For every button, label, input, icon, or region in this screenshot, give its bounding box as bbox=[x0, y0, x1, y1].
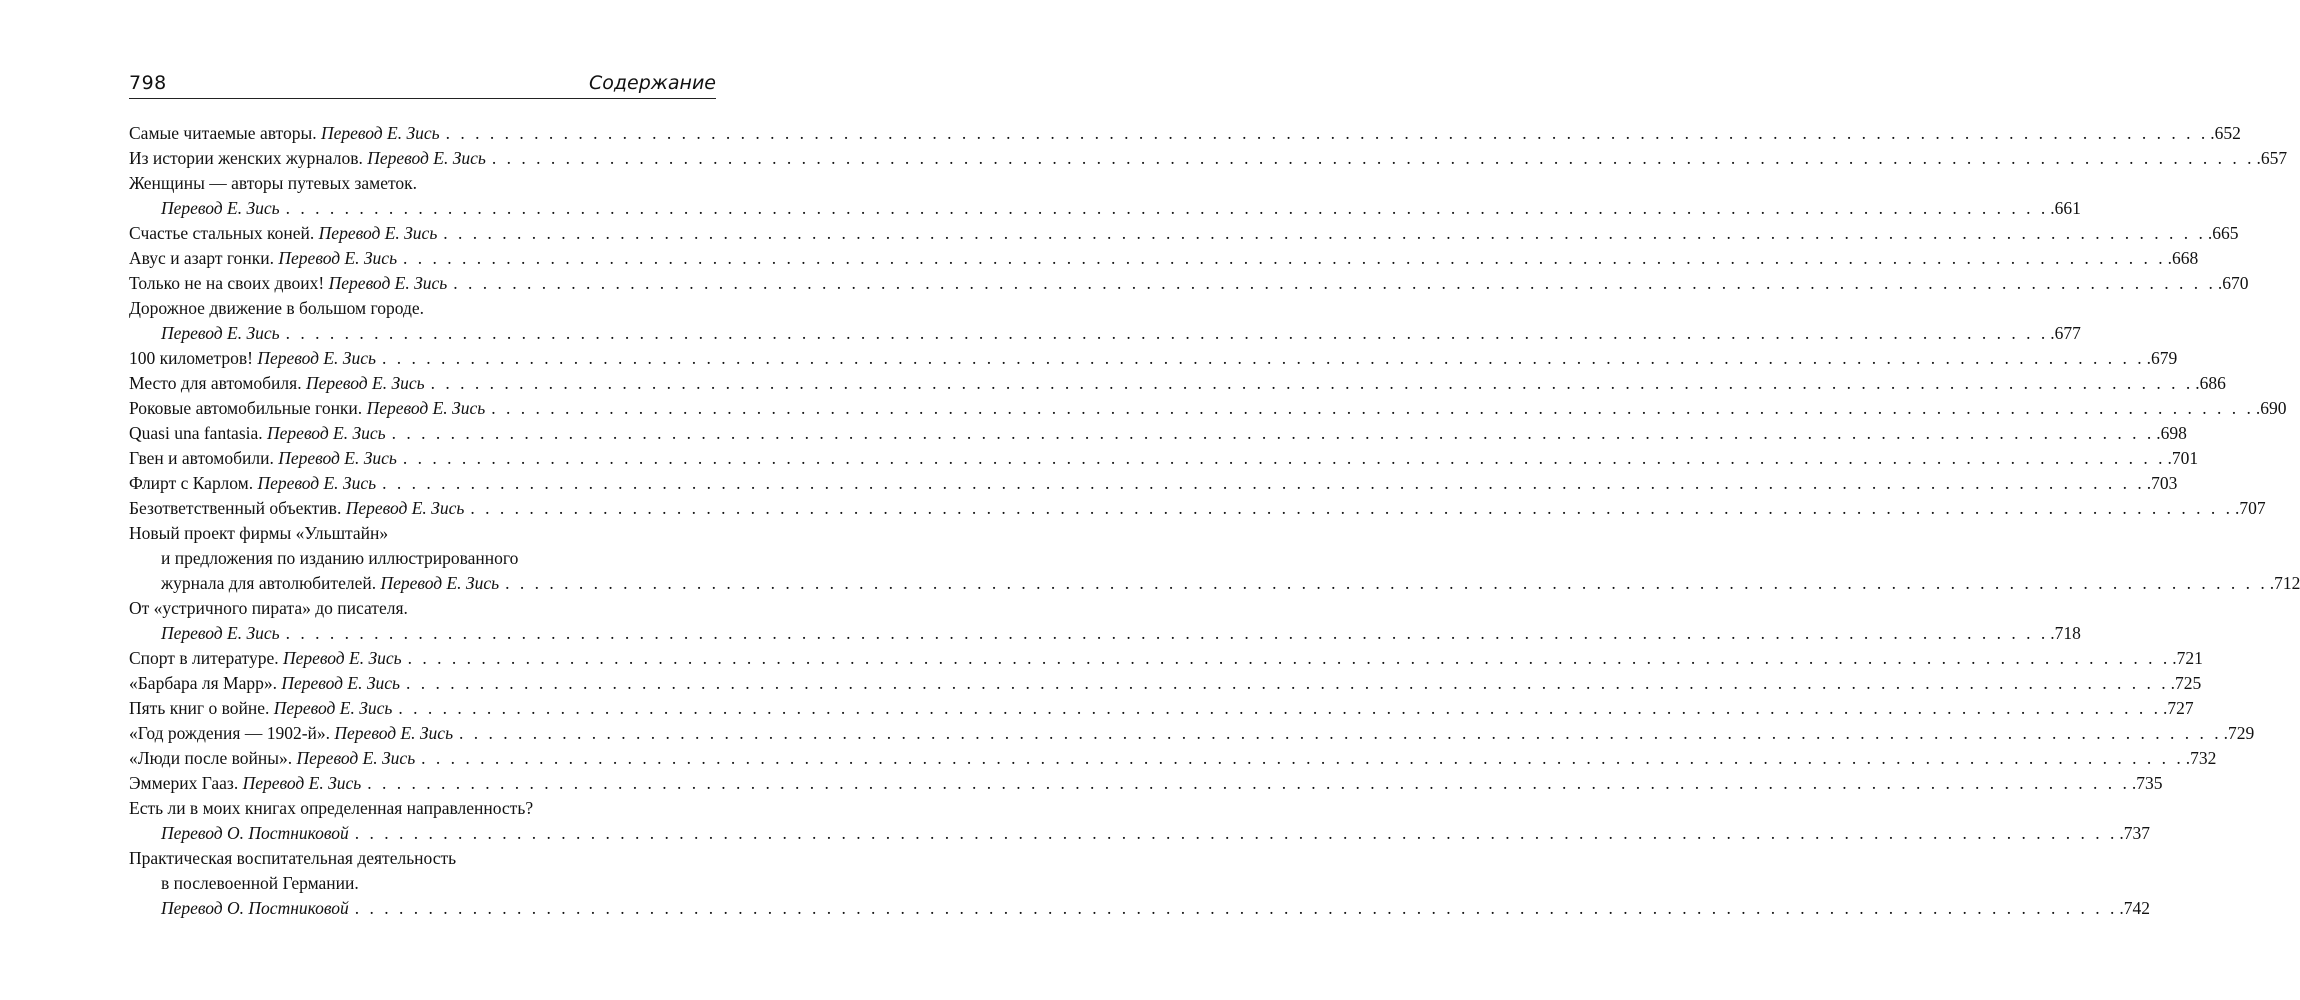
dot-leader: . . . . . . . . . . . . . . . . . . . . . . . . . . . . . . . . . . . . . . . . . . . . . . . . . . . . . . . . . . . . . . . . . . . . . . . . . . . . . . . . . . . . . . . . . . . . . . . . . . . . . . . . . . . . . . . . . . . . . . . . bbox=[491, 148, 2255, 168]
page-header bbox=[129, 70, 716, 99]
toc-entry bbox=[129, 746, 2217, 771]
toc-title-line: Есть ли в моих книгах определенная направленность? bbox=[129, 798, 534, 818]
toc-title: Спорт в литературе. bbox=[129, 648, 283, 668]
dot-leader: . . . . . . . . . . . . . . . . . . . . . . . . . . . . . . . . . . . . . . . . . . . . . . . . . . . . . . . . . . . . . . . . . . . . . . . . . . . . . . . . . . . . . . . . . . . . . . . . . . . . . . . . . . . . . . . . . . . . . . . . bbox=[391, 423, 2155, 443]
toc-entry bbox=[129, 271, 2249, 296]
toc-entry-text bbox=[129, 671, 400, 696]
toc-entry-line bbox=[129, 371, 2226, 396]
toc-entry-line bbox=[129, 896, 2151, 921]
toc-entry-line bbox=[129, 346, 2178, 371]
toc-entry-text bbox=[129, 746, 415, 771]
toc-entry bbox=[129, 121, 2241, 146]
toc-page-number: .729 bbox=[2223, 723, 2255, 743]
toc-entry bbox=[129, 521, 2300, 596]
toc-entry bbox=[129, 471, 2178, 496]
dot-leader: . . . . . . . . . . . . . . . . . . . . . . . . . . . . . . . . . . . . . . . . . . . . . . . . . . . . . . . . . . . . . . . . . . . . . . . . . . . . . . . . . . . . . . . . . . . . . . . . . . . . . . . . . . . . . . . . . . . . . . . . bbox=[354, 823, 2118, 843]
toc-entry bbox=[129, 696, 2194, 721]
toc-entry-line bbox=[129, 121, 2241, 146]
toc-title: Пять книг о войне. bbox=[129, 698, 274, 718]
toc-translator: Перевод Е. Зись bbox=[281, 673, 400, 693]
toc-title: «Люди после войны». bbox=[129, 748, 297, 768]
toc-page-number: .737 bbox=[2119, 823, 2151, 843]
toc-translator: Перевод Е. Зись bbox=[345, 498, 465, 518]
toc-entry bbox=[129, 246, 2199, 271]
toc-entry-text bbox=[129, 446, 397, 471]
toc-title-line: Дорожное движение в большом городе. bbox=[129, 298, 424, 318]
toc-entry-line bbox=[129, 621, 2081, 646]
toc-entry-text bbox=[161, 621, 280, 646]
toc-title: Гвен и автомобили. bbox=[129, 448, 279, 468]
toc-entry-text bbox=[129, 371, 425, 396]
toc-page-number: .652 bbox=[2210, 123, 2241, 143]
toc-entry-text bbox=[129, 471, 376, 496]
toc-entry-line bbox=[129, 821, 2151, 846]
toc-title-line: Новый проект фирмы «Ульштайн» bbox=[129, 523, 389, 543]
toc-entry-line bbox=[129, 396, 2287, 421]
toc-translator: Перевод Е. Зись bbox=[161, 623, 280, 643]
toc-entry-text bbox=[129, 121, 440, 146]
toc-translator: Перевод Е. Зись bbox=[328, 273, 448, 293]
toc-title: Флирт с Карлом. bbox=[129, 473, 258, 493]
toc-entry-line bbox=[129, 671, 2202, 696]
toc-entry-line bbox=[129, 721, 2255, 746]
toc-entry bbox=[129, 771, 2163, 796]
toc-title: Авус и азарт гонки. bbox=[129, 248, 279, 268]
toc-entry-text bbox=[129, 221, 437, 246]
page-number: 798 bbox=[129, 72, 167, 94]
toc-entry-text bbox=[129, 771, 361, 796]
toc-title-line: Женщины — авторы путевых заметок. bbox=[129, 173, 418, 193]
toc-page-number: .732 bbox=[2185, 748, 2217, 768]
toc-entry bbox=[129, 346, 2178, 371]
toc-page-number: .668 bbox=[2167, 248, 2199, 268]
toc-entry-line bbox=[129, 321, 2081, 346]
toc-entry bbox=[129, 596, 2081, 646]
toc-title: «Барбара ля Марр». bbox=[129, 673, 282, 693]
dot-leader: . . . . . . . . . . . . . . . . . . . . . . . . . . . . . . . . . . . . . . . . . . . . . . . . . . . . . . . . . . . . . . . . . . . . . . . . . . . . . . . . . . . . . . . . . . . . . . . . . . . . . . . . . . . . . . . . . . . . . . . . bbox=[285, 623, 2049, 643]
toc-entry-line bbox=[129, 696, 2194, 721]
dot-leader: . . . . . . . . . . . . . . . . . . . . . . . . . . . . . . . . . . . . . . . . . . . . . . . . . . . . . . . . . . . . . . . . . . . . . . . . . . . . . . . . . . . . . . . . . . . . . . . . . . . . . . . . . . . . . . . . . . . . . . . . bbox=[406, 673, 2169, 693]
toc-entry bbox=[129, 646, 2203, 671]
toc-page-number: .727 bbox=[2163, 698, 2194, 718]
toc-title: Безответственный объектив. bbox=[129, 498, 346, 518]
toc-entry-text bbox=[129, 646, 402, 671]
toc-page-number: .712 bbox=[2269, 573, 2300, 593]
toc-translator: Перевод Е. Зись bbox=[296, 748, 416, 768]
toc-entry-line bbox=[129, 471, 2178, 496]
toc-entry bbox=[129, 446, 2199, 471]
toc-page-number: .742 bbox=[2119, 898, 2151, 918]
toc-entry bbox=[129, 671, 2202, 696]
dot-leader: . . . . . . . . . . . . . . . . . . . . . . . . . . . . . . . . . . . . . . . . . . . . . . . . . . . . . . . . . . . . . . . . . . . . . . . . . . . . . . . . . . . . . . . . . . . . . . . . . . . . . . . . . . . . . . . . . . . . . . . . bbox=[398, 698, 2161, 718]
toc-translator: Перевод Е. Зись bbox=[380, 573, 500, 593]
toc-translator: Перевод Е. Зись bbox=[366, 398, 486, 418]
toc-title: Роковые автомобильные гонки. bbox=[129, 398, 367, 418]
toc-entry-text bbox=[161, 571, 499, 596]
toc-entry bbox=[129, 421, 2187, 446]
toc-entry-line bbox=[129, 271, 2249, 296]
toc-entry-text bbox=[129, 496, 464, 521]
toc-translator: Перевод Е. Зись bbox=[161, 198, 280, 218]
dot-leader: . . . . . . . . . . . . . . . . . . . . . . . . . . . . . . . . . . . . . . . . . . . . . . . . . . . . . . . . . . . . . . . . . . . . . . . . . . . . . . . . . . . . . . . . . . . . . . . . . . . . . . . . . . . . . . . . . . . . . . . . bbox=[421, 748, 2184, 768]
toc-page-number: .725 bbox=[2170, 673, 2202, 693]
toc-entry bbox=[129, 846, 2151, 921]
toc-entry-text bbox=[129, 346, 376, 371]
toc-translator: Перевод Е. Зись bbox=[367, 148, 486, 168]
toc-translator: Перевод Е. Зись bbox=[257, 473, 377, 493]
toc-entry-line bbox=[129, 496, 2266, 521]
toc-translator: Перевод Е. Зись bbox=[273, 698, 393, 718]
toc-translator: Перевод О. Постниковой bbox=[161, 898, 349, 918]
toc-page-number: .735 bbox=[2131, 773, 2163, 793]
toc-translator: Перевод Е. Зись bbox=[242, 773, 362, 793]
toc-entry-line bbox=[129, 746, 2217, 771]
toc-title-line: Практическая воспитательная деятельность bbox=[129, 848, 457, 868]
toc-page-number: .670 bbox=[2217, 273, 2249, 293]
toc-entry-line bbox=[129, 571, 2300, 596]
toc-title: 100 километров! bbox=[129, 348, 258, 368]
dot-leader: . . . . . . . . . . . . . . . . . . . . . . . . . . . . . . . . . . . . . . . . . . . . . . . . . . . . . . . . . . . . . . . . . . . . . . . . . . . . . . . . . . . . . . . . . . . . . . . . . . . . . . . . . . . . . . . . . . . . . . . . bbox=[443, 223, 2206, 243]
toc-title: Quasi una fantasia. bbox=[129, 423, 268, 443]
toc-entry-line bbox=[129, 646, 2203, 671]
toc-entry-line bbox=[129, 246, 2199, 271]
toc-entry bbox=[129, 396, 2287, 421]
dot-leader: . . . . . . . . . . . . . . . . . . . . . . . . . . . . . . . . . . . . . . . . . . . . . . . . . . . . . . . . . . . . . . . . . . . . . . . . . . . . . . . . . . . . . . . . . . . . . . . . . . . . . . . . . . . . . . . . . . . . . . . . bbox=[381, 348, 2145, 368]
toc-page-number: .707 bbox=[2234, 498, 2266, 518]
dot-leader: . . . . . . . . . . . . . . . . . . . . . . . . . . . . . . . . . . . . . . . . . . . . . . . . . . . . . . . . . . . . . . . . . . . . . . . . . . . . . . . . . . . . . . . . . . . . . . . . . . . . . . . . . . . . . . . . . . . . . . . . bbox=[285, 198, 2049, 218]
dot-leader: . . . . . . . . . . . . . . . . . . . . . . . . . . . . . . . . . . . . . . . . . . . . . . . . . . . . . . . . . . . . . . . . . . . . . . . . . . . . . . . . . . . . . . . . . . . . . . . . . . . . . . . . . . . . . . . . . . . . . . . . bbox=[505, 573, 2268, 593]
toc-entry-text bbox=[161, 821, 349, 846]
toc-entry bbox=[129, 371, 2226, 396]
toc-title: журнала для автолюбителей. bbox=[161, 573, 381, 593]
toc-title: Счастье стальных коней. bbox=[129, 223, 319, 243]
toc-title: Из истории женских журналов. bbox=[129, 148, 368, 168]
toc-entry-text bbox=[129, 721, 453, 746]
running-title: Содержание bbox=[589, 72, 716, 94]
toc-entry-text bbox=[129, 396, 485, 421]
toc-title: «Год рождения — 1902-й». bbox=[129, 723, 335, 743]
toc-entry-text bbox=[161, 196, 280, 221]
toc-page-number: .679 bbox=[2146, 348, 2178, 368]
toc-translator: Перевод Е. Зись bbox=[305, 373, 425, 393]
toc-title: Только не на своих двоих! bbox=[129, 273, 329, 293]
toc-entry-line bbox=[129, 446, 2199, 471]
toc-title: Эммерих Гааз. bbox=[129, 773, 243, 793]
toc-translator: Перевод Е. Зись bbox=[334, 723, 454, 743]
toc-page-number: .661 bbox=[2050, 198, 2081, 218]
toc-entry bbox=[129, 796, 2151, 846]
dot-leader: . . . . . . . . . . . . . . . . . . . . . . . . . . . . . . . . . . . . . . . . . . . . . . . . . . . . . . . . . . . . . . . . . . . . . . . . . . . . . . . . . . . . . . . . . . . . . . . . . . . . . . . . . . . . . . . . . . . . . . . . bbox=[430, 373, 2194, 393]
toc-page-number: .657 bbox=[2256, 148, 2288, 168]
dot-leader: . . . . . . . . . . . . . . . . . . . . . . . . . . . . . . . . . . . . . . . . . . . . . . . . . . . . . . . . . . . . . . . . . . . . . . . . . . . . . . . . . . . . . . . . . . . . . . . . . . . . . . . . . . . . . . . . . . . . . . . . bbox=[445, 123, 2209, 143]
toc-translator: Перевод Е. Зись bbox=[267, 423, 386, 443]
toc-translator: Перевод Е. Зись bbox=[278, 248, 398, 268]
toc-entry bbox=[129, 496, 2266, 521]
toc-entry-text bbox=[129, 271, 447, 296]
dot-leader: . . . . . . . . . . . . . . . . . . . . . . . . . . . . . . . . . . . . . . . . . . . . . . . . . . . . . . . . . . . . . . . . . . . . . . . . . . . . . . . . . . . . . . . . . . . . . . . . . . . . . . . . . . . . . . . . . . . . . . . . bbox=[470, 498, 2233, 518]
toc-translator: Перевод Е. Зись bbox=[318, 223, 438, 243]
toc-page-number: .703 bbox=[2146, 473, 2178, 493]
dot-leader: . . . . . . . . . . . . . . . . . . . . . . . . . . . . . . . . . . . . . . . . . . . . . . . . . . . . . . . . . . . . . . . . . . . . . . . . . . . . . . . . . . . . . . . . . . . . . . . . . . . . . . . . . . . . . . . . . . . . . . . . bbox=[407, 648, 2171, 668]
toc-page-number: .677 bbox=[2050, 323, 2081, 343]
toc-page-number: .718 bbox=[2050, 623, 2081, 643]
toc-title-line: в послевоенной Германии. bbox=[161, 873, 359, 893]
toc-title: Самые читаемые авторы. bbox=[129, 123, 321, 143]
toc-entry-line bbox=[129, 146, 2288, 171]
toc-entry-line bbox=[129, 221, 2239, 246]
dot-leader: . . . . . . . . . . . . . . . . . . . . . . . . . . . . . . . . . . . . . . . . . . . . . . . . . . . . . . . . . . . . . . . . . . . . . . . . . . . . . . . . . . . . . . . . . . . . . . . . . . . . . . . . . . . . . . . . . . . . . . . . bbox=[402, 448, 2166, 468]
toc-translator: Перевод Е. Зись bbox=[282, 648, 402, 668]
dot-leader: . . . . . . . . . . . . . . . . . . . . . . . . . . . . . . . . . . . . . . . . . . . . . . . . . . . . . . . . . . . . . . . . . . . . . . . . . . . . . . . . . . . . . . . . . . . . . . . . . . . . . . . . . . . . . . . . . . . . . . . . bbox=[285, 323, 2049, 343]
toc-translator: Перевод Е. Зись bbox=[278, 448, 397, 468]
dot-leader: . . . . . . . . . . . . . . . . . . . . . . . . . . . . . . . . . . . . . . . . . . . . . . . . . . . . . . . . . . . . . . . . . . . . . . . . . . . . . . . . . . . . . . . . . . . . . . . . . . . . . . . . . . . . . . . . . . . . . . . . bbox=[354, 898, 2118, 918]
dot-leader: . . . . . . . . . . . . . . . . . . . . . . . . . . . . . . . . . . . . . . . . . . . . . . . . . . . . . . . . . . . . . . . . . . . . . . . . . . . . . . . . . . . . . . . . . . . . . . . . . . . . . . . . . . . . . . . . . . . . . . . . bbox=[382, 473, 2145, 493]
toc-translator: Перевод О. Постниковой bbox=[161, 823, 349, 843]
toc-entry-text bbox=[161, 321, 280, 346]
dot-leader: . . . . . . . . . . . . . . . . . . . . . . . . . . . . . . . . . . . . . . . . . . . . . . . . . . . . . . . . . . . . . . . . . . . . . . . . . . . . . . . . . . . . . . . . . . . . . . . . . . . . . . . . . . . . . . . . . . . . . . . . bbox=[453, 273, 2216, 293]
table-of-contents bbox=[129, 121, 2300, 921]
toc-entry-text bbox=[129, 421, 386, 446]
toc-entry-line bbox=[129, 771, 2163, 796]
toc-page-number: .701 bbox=[2167, 448, 2199, 468]
toc-entry-text bbox=[129, 146, 486, 171]
dot-leader: . . . . . . . . . . . . . . . . . . . . . . . . . . . . . . . . . . . . . . . . . . . . . . . . . . . . . . . . . . . . . . . . . . . . . . . . . . . . . . . . . . . . . . . . . . . . . . . . . . . . . . . . . . . . . . . . . . . . . . . . bbox=[367, 773, 2130, 793]
toc-title-line: и предложения по изданию иллюстрированного bbox=[161, 548, 519, 568]
toc-translator: Перевод Е. Зись bbox=[257, 348, 376, 368]
toc-translator: Перевод Е. Зись bbox=[320, 123, 440, 143]
toc-entry-text bbox=[129, 246, 397, 271]
toc-entry bbox=[129, 221, 2239, 246]
toc-entry-text bbox=[129, 696, 392, 721]
toc-page-number: .686 bbox=[2195, 373, 2226, 393]
toc-entry bbox=[129, 146, 2288, 171]
toc-entry-text bbox=[161, 896, 349, 921]
dot-leader: . . . . . . . . . . . . . . . . . . . . . . . . . . . . . . . . . . . . . . . . . . . . . . . . . . . . . . . . . . . . . . . . . . . . . . . . . . . . . . . . . . . . . . . . . . . . . . . . . . . . . . . . . . . . . . . . . . . . . . . . bbox=[459, 723, 2222, 743]
toc-page-number: .721 bbox=[2172, 648, 2203, 668]
toc-entry-line bbox=[129, 196, 2081, 221]
toc-entry bbox=[129, 171, 2081, 221]
toc-entry-line bbox=[129, 421, 2187, 446]
dot-leader: . . . . . . . . . . . . . . . . . . . . . . . . . . . . . . . . . . . . . . . . . . . . . . . . . . . . . . . . . . . . . . . . . . . . . . . . . . . . . . . . . . . . . . . . . . . . . . . . . . . . . . . . . . . . . . . . . . . . . . . . bbox=[491, 398, 2254, 418]
toc-page-number: .665 bbox=[2207, 223, 2239, 243]
toc-entry bbox=[129, 721, 2255, 746]
toc-title-line: От «устричного пирата» до писателя. bbox=[129, 598, 408, 618]
dot-leader: . . . . . . . . . . . . . . . . . . . . . . . . . . . . . . . . . . . . . . . . . . . . . . . . . . . . . . . . . . . . . . . . . . . . . . . . . . . . . . . . . . . . . . . . . . . . . . . . . . . . . . . . . . . . . . . . . . . . . . . . bbox=[403, 248, 2166, 268]
toc-page-number: .698 bbox=[2156, 423, 2187, 443]
toc-translator: Перевод Е. Зись bbox=[161, 323, 280, 343]
toc-page-number: .690 bbox=[2255, 398, 2287, 418]
toc-entry bbox=[129, 296, 2081, 346]
toc-title: Место для автомобиля. bbox=[129, 373, 306, 393]
